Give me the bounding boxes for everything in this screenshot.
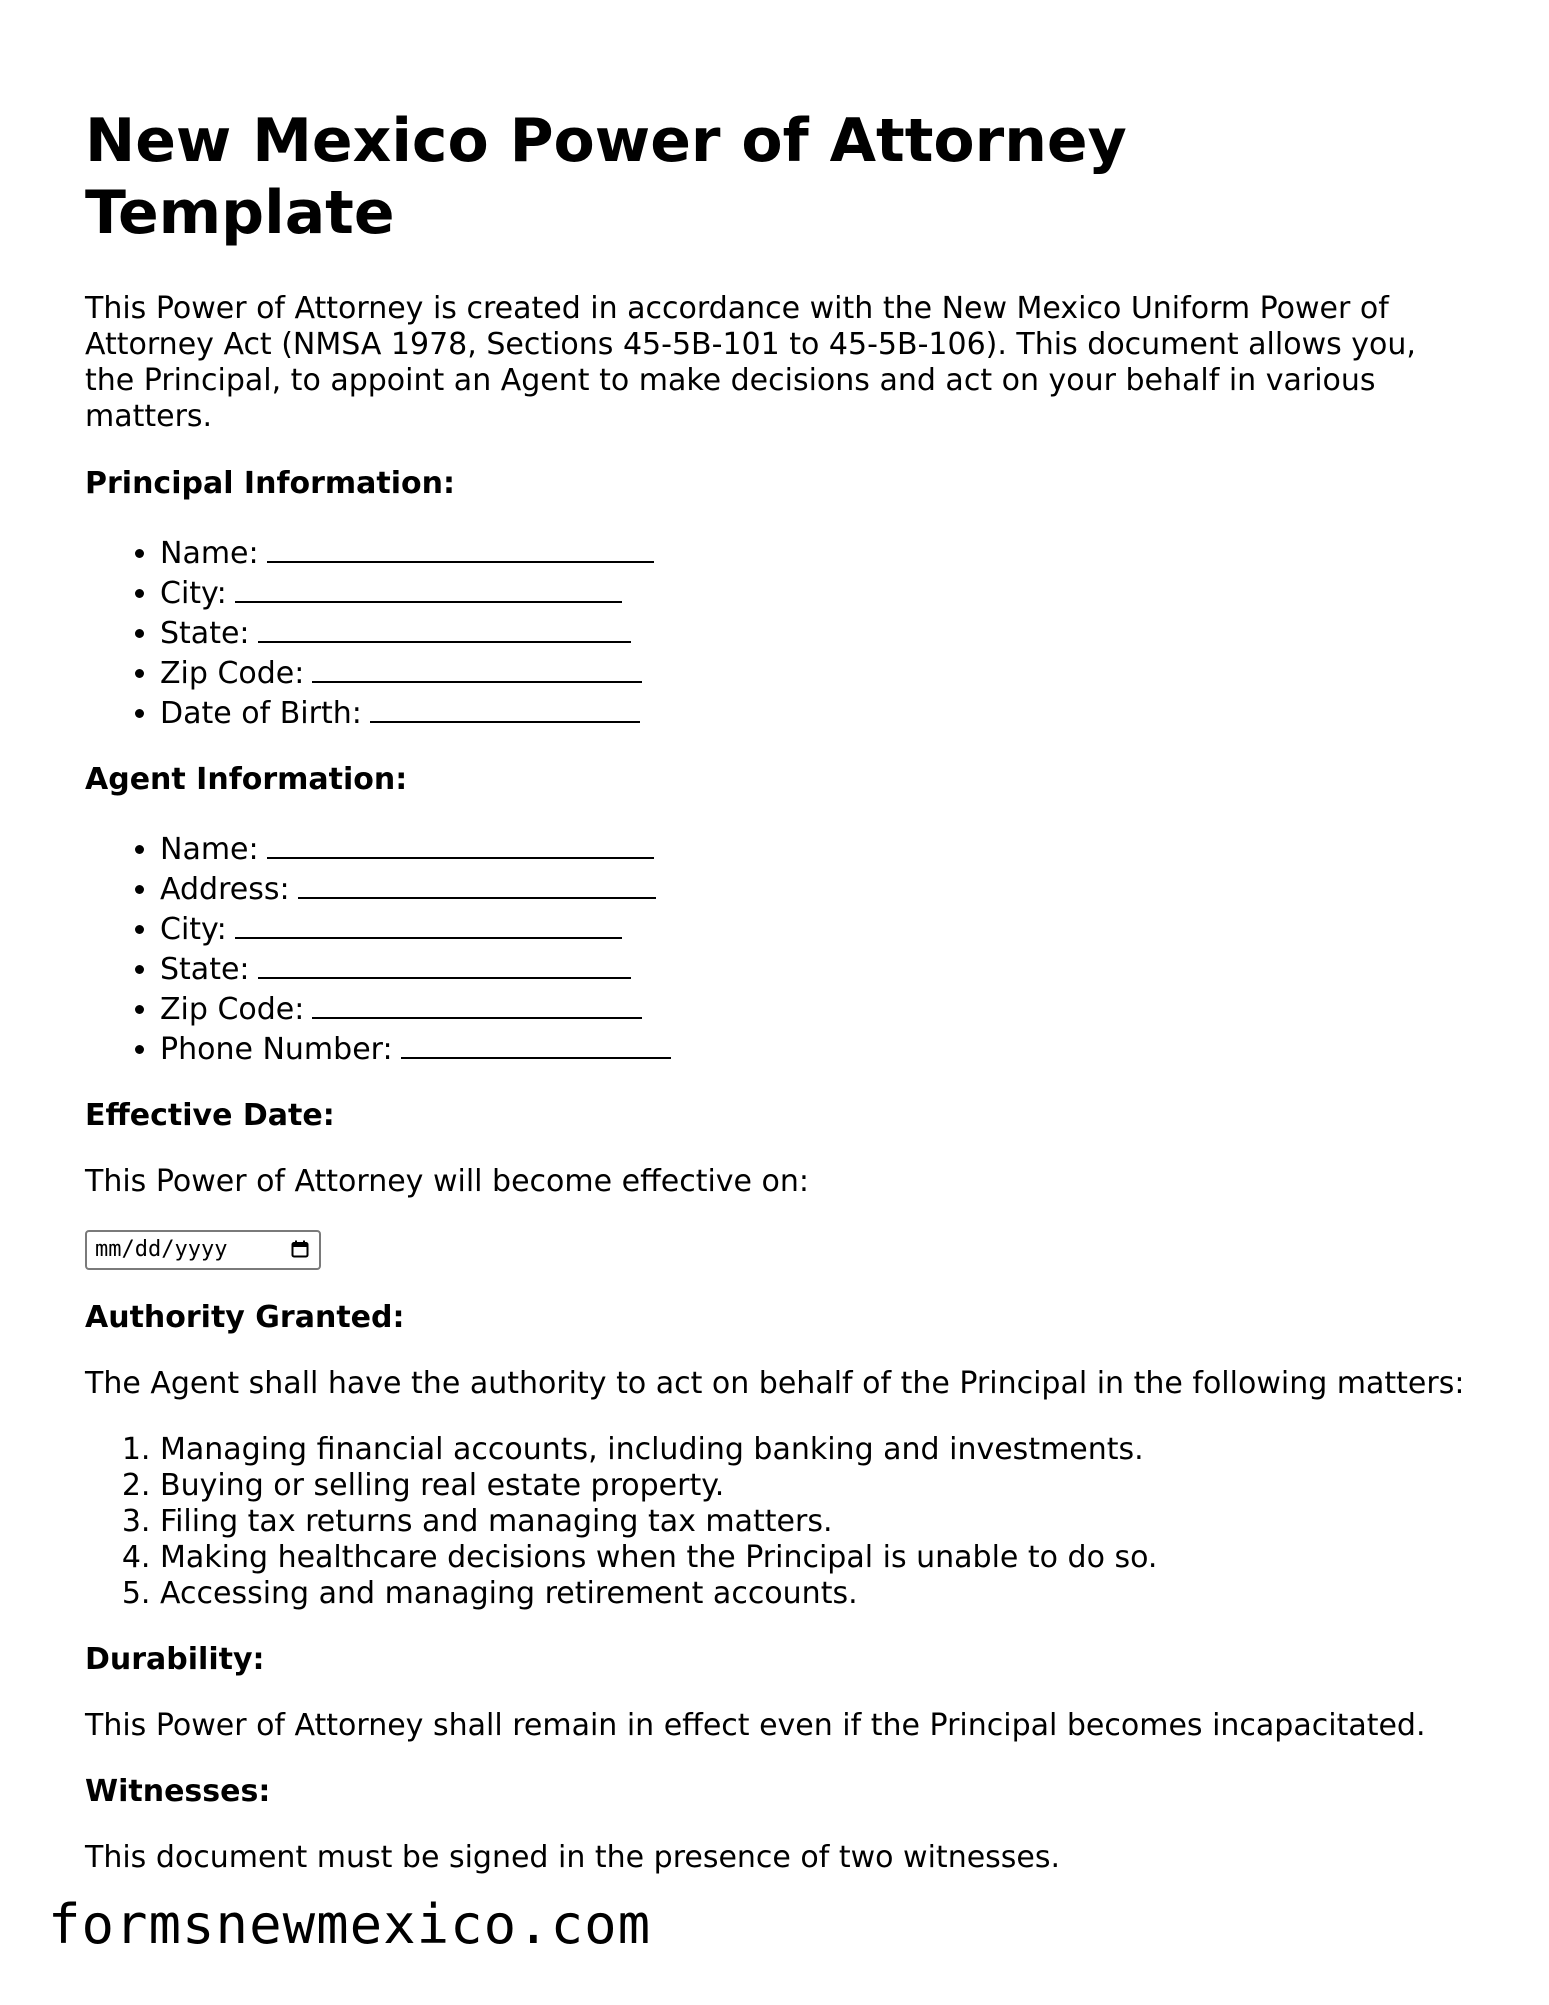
blank-line[interactable]: [235, 572, 622, 603]
list-item: 5. Accessing and managing retirement accounts.: [160, 1576, 1485, 1612]
blank-line[interactable]: [258, 612, 631, 643]
principal-state-field[interactable]: • State:: [160, 612, 1485, 652]
blank-line[interactable]: [298, 868, 656, 899]
agent-name-field[interactable]: • Name:: [160, 828, 1485, 868]
site-watermark: formsnewmexico.com: [48, 1893, 652, 1956]
page-title: New Mexico Power of Attorney Template: [85, 106, 1127, 248]
blank-line[interactable]: [401, 1028, 671, 1059]
agent-fields: [85, 828, 1485, 1068]
principal-name-field[interactable]: • Name:: [160, 532, 1485, 572]
list-item: 4. Making healthcare decisions when the Principal is unable to do so.: [160, 1540, 1485, 1576]
agent-city-field[interactable]: • City:: [160, 908, 1485, 948]
intro-text: This Power of Attorney is created in accordance with the New Mexico Uniform Power of Attorney Act (NMSA 1978, Sections 45-5B-101 to 45-5B-106). This document allows you, the Principal, to appoint an Agent to make decisions and act on your behalf in various matters.: [85, 291, 1416, 434]
agent-state-field[interactable]: • State:: [160, 948, 1485, 988]
list-item: 2. Buying or selling real estate property.: [160, 1468, 1485, 1504]
authority-text: The Agent shall have the authority to act on behalf of the Principal in the following matters:: [85, 1366, 1465, 1401]
agent-heading: Agent Information:: [85, 762, 408, 797]
blank-line[interactable]: [370, 692, 640, 723]
witnesses-heading: Witnesses:: [85, 1774, 271, 1809]
authority-heading: Authority Granted:: [85, 1300, 405, 1335]
blank-line[interactable]: [312, 988, 642, 1019]
list-item: 3. Filing tax returns and managing tax matters.: [160, 1504, 1485, 1540]
principal-fields: [85, 532, 1485, 732]
date-placeholder: mm/dd/yyyy: [95, 1237, 228, 1262]
agent-address-field[interactable]: • Address:: [160, 868, 1485, 908]
principal-city-field[interactable]: • City:: [160, 572, 1485, 612]
durability-text: This Power of Attorney shall remain in effect even if the Principal becomes incapacitated.: [85, 1708, 1426, 1743]
principal-heading: Principal Information:: [85, 466, 456, 501]
blank-line[interactable]: [312, 652, 642, 683]
effective-heading: Effective Date:: [85, 1098, 335, 1133]
durability-heading: Durability:: [85, 1642, 265, 1677]
principal-dob-field[interactable]: • Date of Birth:: [160, 692, 1485, 732]
blank-line[interactable]: [258, 948, 631, 979]
effective-date-input[interactable]: [85, 1230, 321, 1270]
list-item: 1. Managing financial accounts, including banking and investments.: [160, 1432, 1485, 1468]
effective-text: This Power of Attorney will become effective on:: [85, 1164, 810, 1199]
authority-list: [85, 1432, 1485, 1612]
agent-zip-field[interactable]: • Zip Code:: [160, 988, 1485, 1028]
blank-line[interactable]: [267, 532, 654, 563]
witnesses-text: This document must be signed in the presence of two witnesses.: [85, 1840, 1061, 1875]
agent-phone-field[interactable]: • Phone Number:: [160, 1028, 1485, 1068]
document: [85, 105, 1485, 1906]
blank-line[interactable]: [267, 828, 654, 859]
principal-zip-field[interactable]: • Zip Code:: [160, 652, 1485, 692]
calendar-icon[interactable]: [291, 1240, 309, 1258]
blank-line[interactable]: [235, 908, 622, 939]
